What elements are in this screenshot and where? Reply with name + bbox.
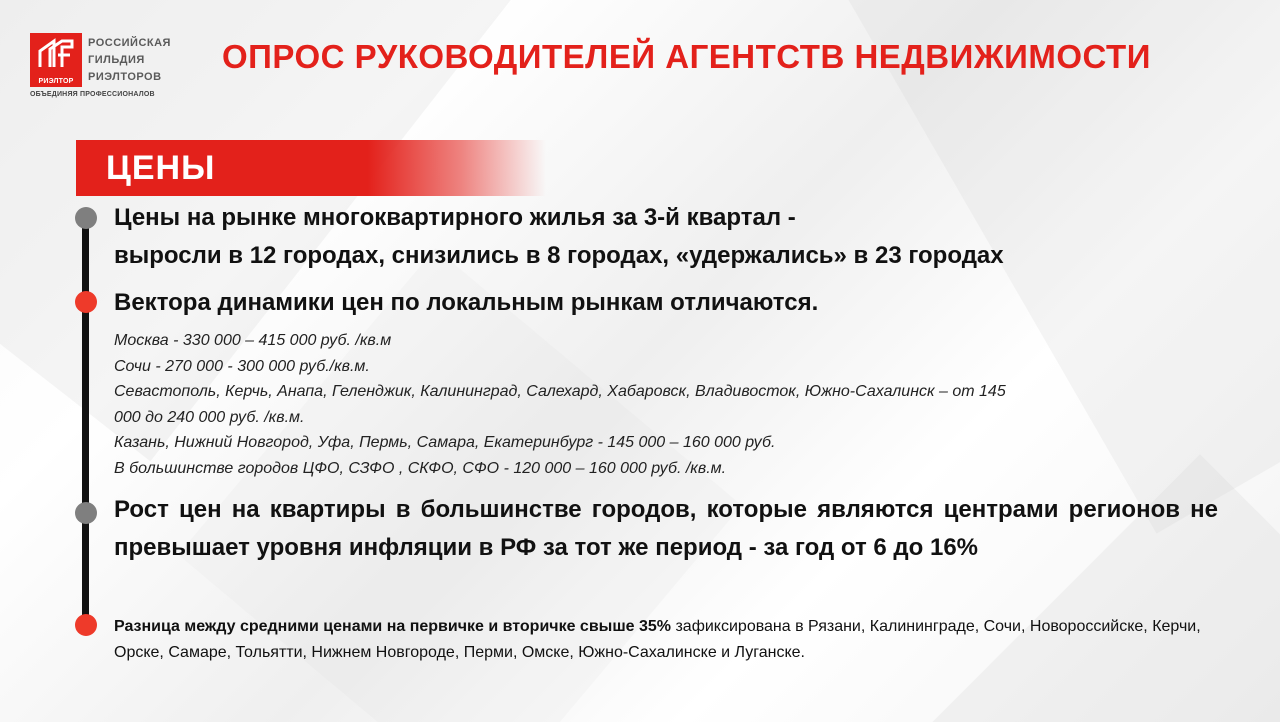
logo-text xyxy=(88,35,171,86)
bullet-dot-3 xyxy=(75,502,97,524)
house-arrow-icon xyxy=(36,37,76,71)
point-1-line-2: выросли в 12 городах, снизились в 8 городах, «удержались» в 23 городах xyxy=(114,242,1004,269)
logo xyxy=(30,33,200,103)
point-4 xyxy=(114,614,1224,666)
section-title: ЦЕНЫ xyxy=(106,149,216,187)
logo-mark xyxy=(30,33,82,87)
logo-mark-text: РИЭЛТОР xyxy=(38,78,74,85)
detail-line: 000 до 240 000 руб. /кв.м. xyxy=(114,408,305,426)
point-4-rest: зафиксирована в Рязани, Калининграде, Сочи, Новороссийске, Керчи, Орске, Самаре, Тольятти, Нижнем Новгороде, Перми, Омске, Южно-Сахалинске и Луганске. xyxy=(114,618,1201,661)
detail-line: Севастополь, Керчь, Анапа, Геленджик, Калининград, Салехард, Хабаровск, Владивосток, Южно-Сахалинск – от 145 xyxy=(114,383,1006,400)
detail-line: В большинстве городов ЦФО, СЗФО , СКФО, СФО - 120 000 – 160 000 руб. /кв.м. xyxy=(114,459,727,477)
detail-line: Сочи - 270 000 - 300 000 руб./кв.м. xyxy=(114,357,370,375)
slide-title: ОПРОС РУКОВОДИТЕЛЕЙ АГЕНТСТВ НЕДВИЖИМОСТИ xyxy=(222,38,1151,75)
bullet-dot-4 xyxy=(75,614,97,636)
point-1-line-1: Цены на рынке многоквартирного жилья за 3-й квартал - xyxy=(114,204,796,231)
price-details xyxy=(114,328,1006,481)
detail-line: Москва - 330 000 – 415 000 руб. /кв.м xyxy=(114,332,392,349)
point-3: Рост цен на квартиры в большинстве городов, которые являются центрами регионов не превышает уровня инфляции в РФ за тот же период - за год от 6 до 16% xyxy=(114,496,1218,561)
logo-line-3: РИЭЛТОРОВ xyxy=(88,71,162,83)
section-banner xyxy=(76,140,546,196)
logo-tagline: ОБЪЕДИНЯЯ ПРОФЕССИОНАЛОВ xyxy=(30,91,155,98)
bullet-dot-2 xyxy=(75,291,97,313)
point-4-bold: Разница между средними ценами на первичке и вторичке свыше 35% xyxy=(114,618,672,635)
point-2: Вектора динамики цен по локальным рынкам отличаются. xyxy=(114,289,819,316)
point-1 xyxy=(114,199,1004,275)
logo-line-2: ГИЛЬДИЯ xyxy=(88,54,145,66)
logo-line-1: РОССИЙСКАЯ xyxy=(88,37,171,49)
timeline-line xyxy=(82,215,89,620)
detail-line: Казань, Нижний Новгород, Уфа, Пермь, Самара, Екатеринбург - 145 000 – 160 000 руб. xyxy=(114,434,776,451)
bullet-dot-1 xyxy=(75,207,97,229)
